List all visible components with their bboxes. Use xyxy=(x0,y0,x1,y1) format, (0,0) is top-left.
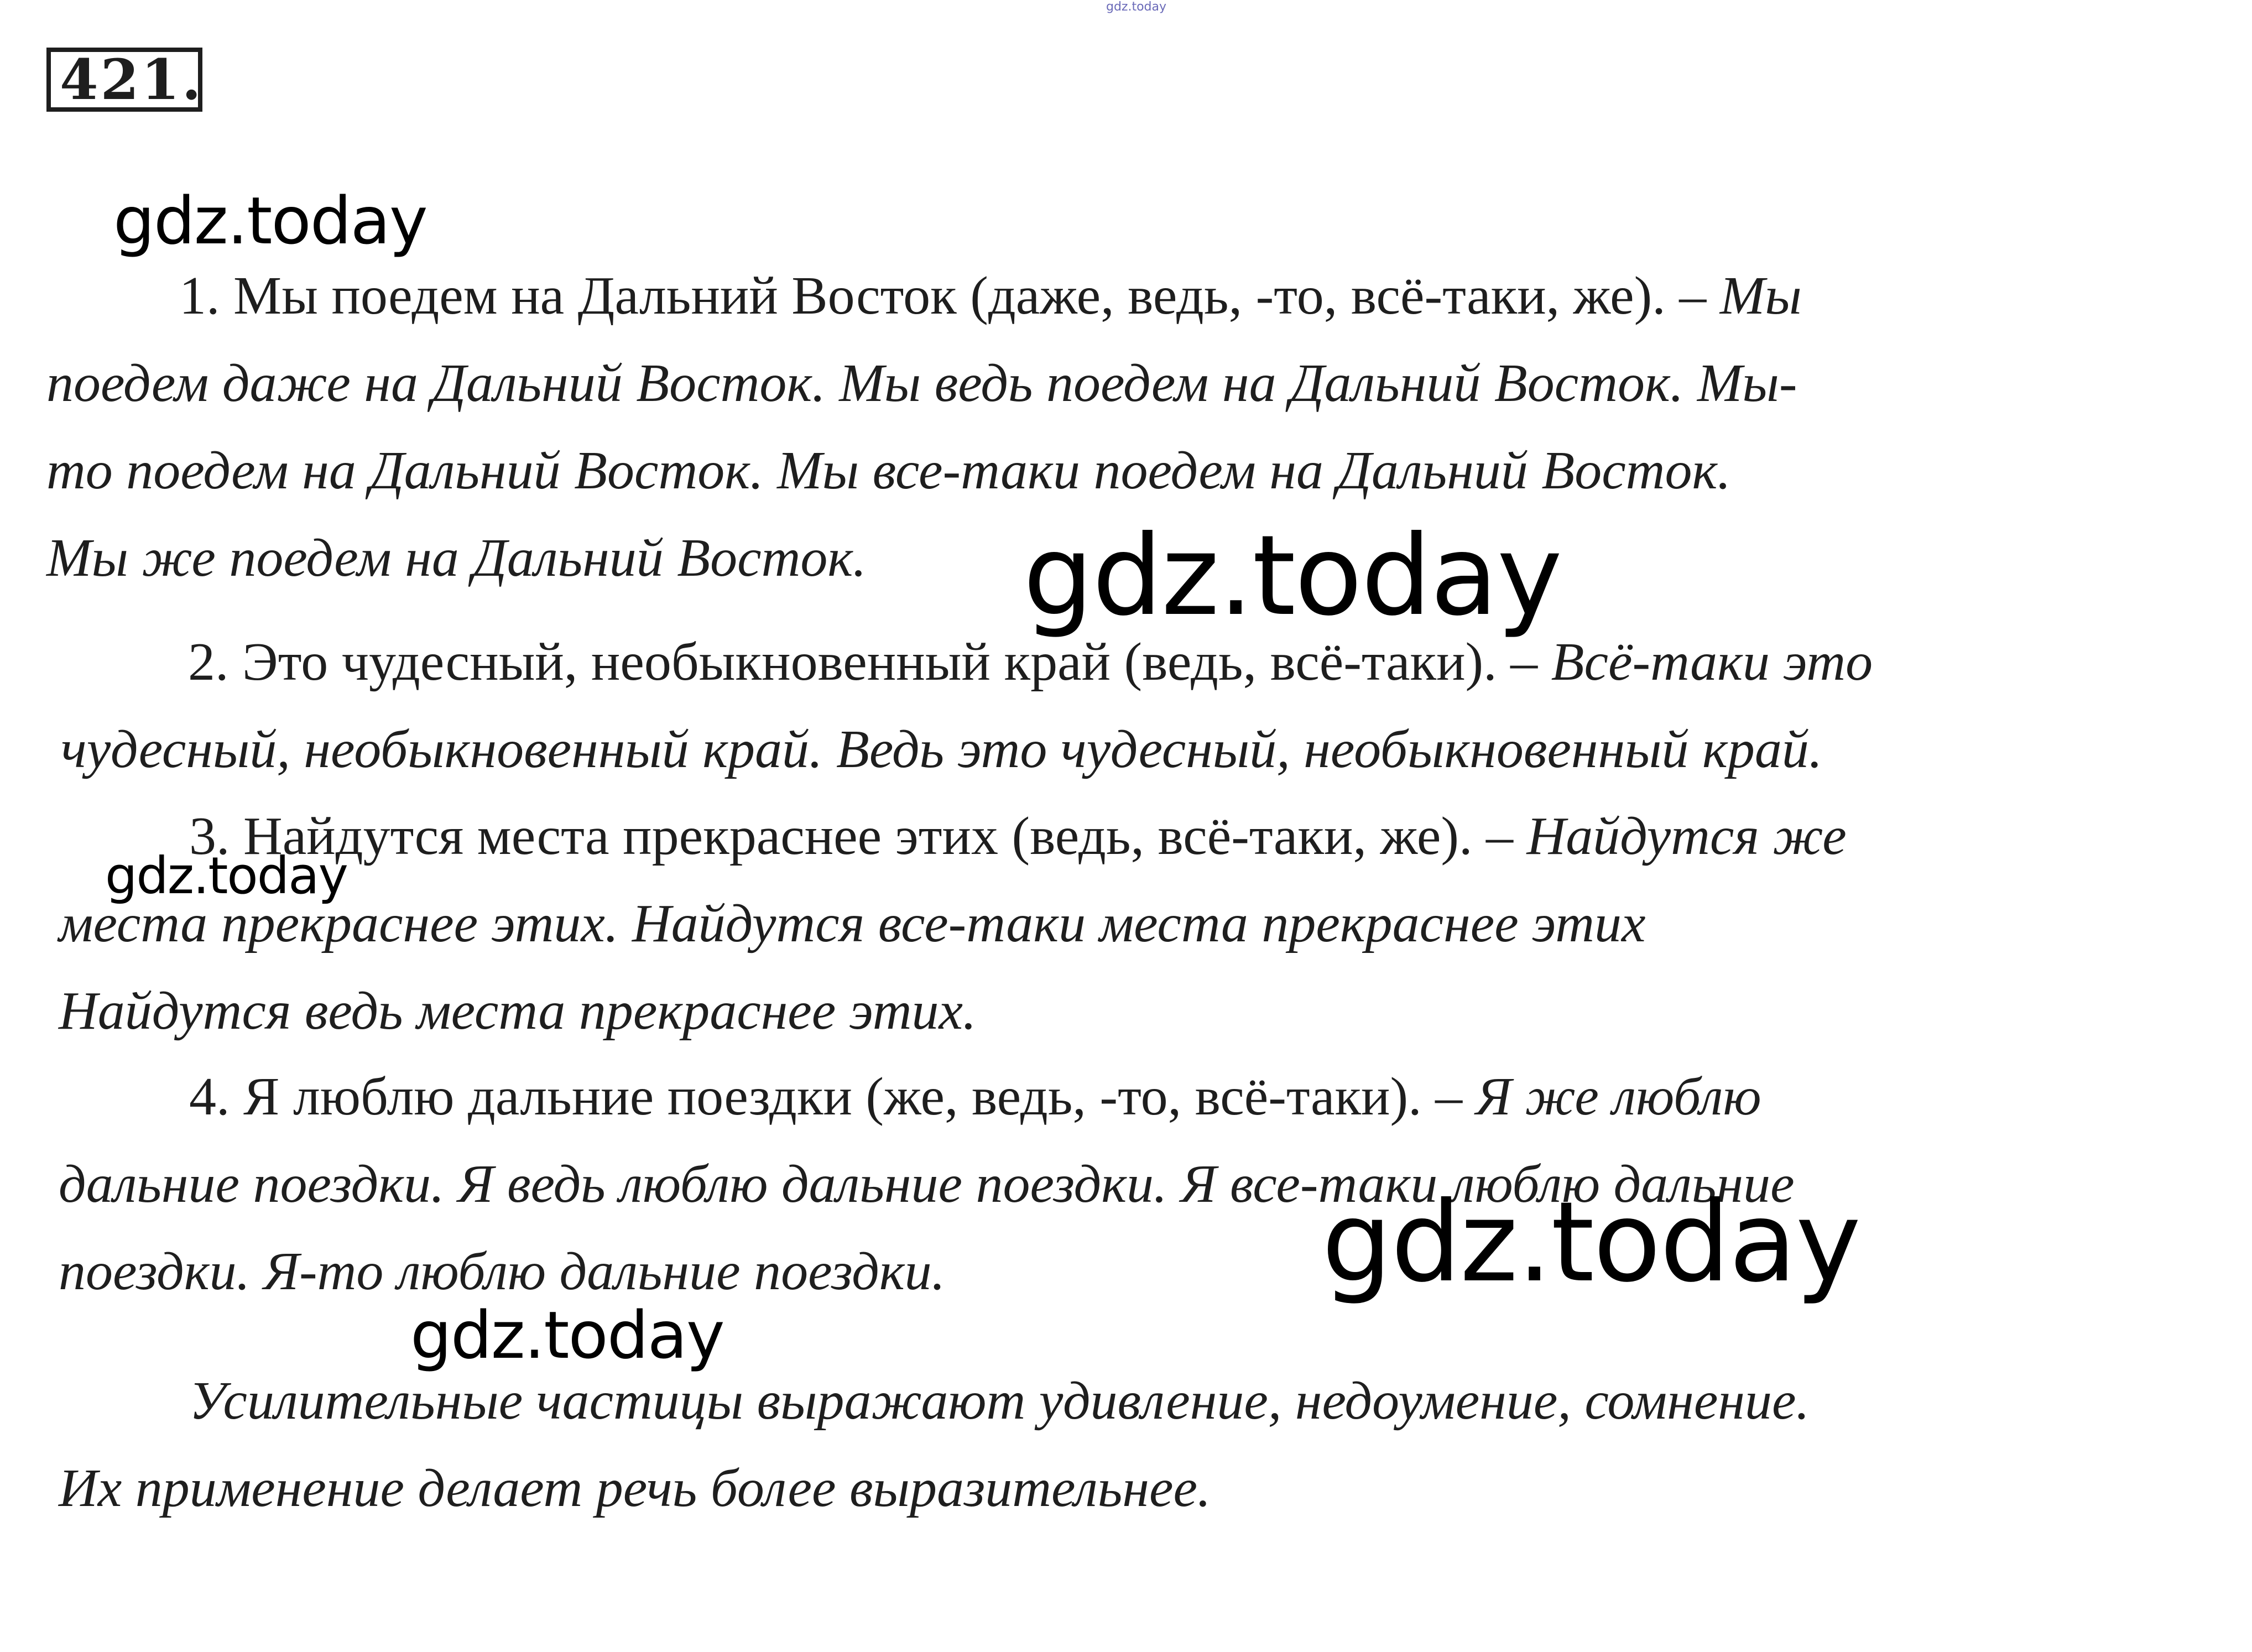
line-italic-text: поедем даже на Дальний Восток. Мы ведь поедем на Дальний Восток. Мы- xyxy=(46,353,1797,413)
line-italic-text: поездки. Я-то люблю дальние поездки. xyxy=(59,1242,946,1301)
exercise-number: 421. xyxy=(60,47,204,112)
line-italic-text: Мы же поедем на Дальний Восток. xyxy=(46,528,867,588)
line-regular-text: 4. Я люблю дальние поездки (же, ведь, -то, всё-таки). – xyxy=(189,1067,1476,1127)
line-regular-text: 3. Найдутся места прекраснее этих (ведь, всё-таки, же). – xyxy=(189,806,1527,866)
line-italic-text: Найдутся же xyxy=(1526,806,1847,866)
paragraph-line xyxy=(59,1053,1795,1140)
paragraph-line xyxy=(59,1357,1810,1445)
paragraph-line xyxy=(46,252,1802,340)
line-italic-text: места прекраснее этих. Найдутся все-таки места прекраснее этих xyxy=(59,894,1646,953)
paragraph-line xyxy=(61,706,1873,793)
watermark-text: gdz.today xyxy=(1023,512,1562,640)
paragraph-conclusion xyxy=(59,1357,1810,1532)
line-regular-text: 1. Мы поедем на Дальний Восток (даже, ведь, -то, всё-таки, же). – xyxy=(179,266,1720,326)
line-italic-text: Усилительные частицы выражают удивление, недоумение, сомнение. xyxy=(189,1371,1810,1431)
paragraph-line xyxy=(46,340,1802,427)
watermark-text: gdz.today xyxy=(1322,1178,1860,1307)
paragraph-line xyxy=(61,618,1873,706)
top-watermark-note: gdz.today xyxy=(1106,0,1167,14)
watermark-text: gdz.today xyxy=(105,846,347,905)
watermark-text: gdz.today xyxy=(113,183,427,259)
line-regular-text: 2. Это чудесный, необыкновенный край (ведь, всё-таки). – xyxy=(188,632,1551,692)
line-italic-text: то поедем на Дальний Восток. Мы все-таки поедем на Дальний Восток. xyxy=(46,441,1731,501)
line-italic-text: Их применение делает речь более выразительнее. xyxy=(59,1458,1211,1518)
paragraph-line xyxy=(59,967,1847,1055)
paragraph-3 xyxy=(59,793,1847,1055)
line-italic-text: Найдутся ведь места прекраснее этих. xyxy=(59,981,977,1041)
line-italic-text: Мы xyxy=(1719,266,1802,326)
line-italic-text: чудесный, необыкновенный край. Ведь это чудесный, необыкновенный край. xyxy=(61,720,1823,779)
paragraph-line xyxy=(46,427,1802,514)
line-italic-text: дальние поездки. Я ведь люблю дальние поездки. Я все-таки люблю дальние xyxy=(59,1154,1795,1214)
paragraph-line xyxy=(59,1445,1810,1532)
watermark-text: gdz.today xyxy=(410,1297,724,1373)
line-italic-text: Я же люблю xyxy=(1476,1067,1761,1127)
paragraph-2 xyxy=(61,618,1873,793)
line-italic-text: Всё-таки это xyxy=(1551,632,1873,692)
